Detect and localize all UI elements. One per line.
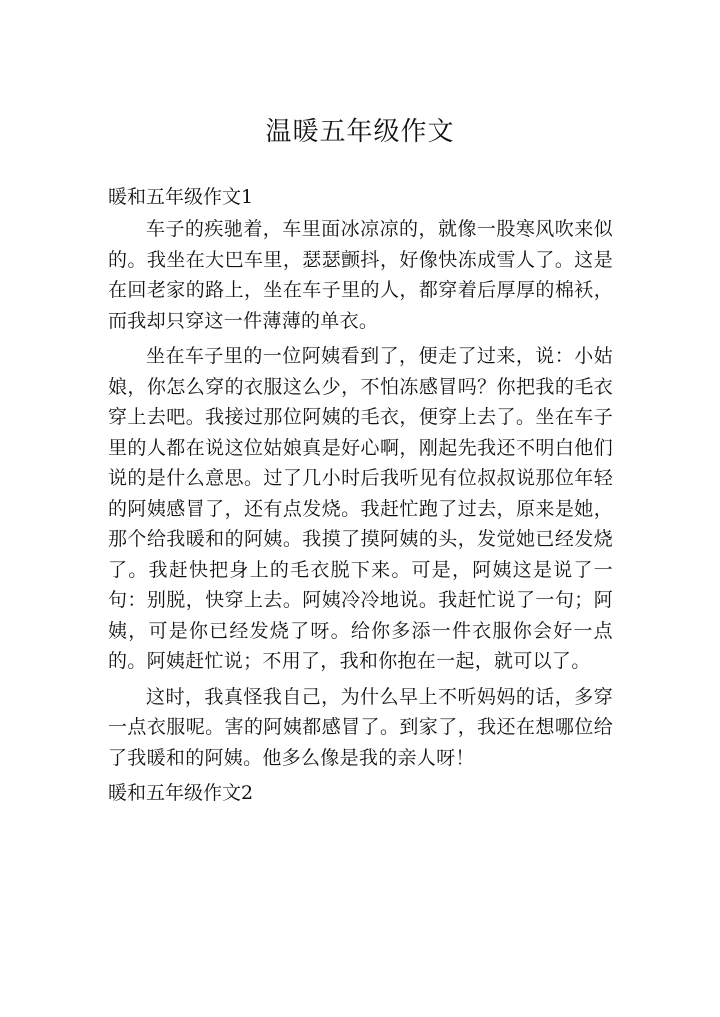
paragraph-3: 这时，我真怪我自己，为什么早上不听妈妈的话，多穿一点衣服呢。害的阿姨都感冒了。到家了，我还在想哪位给了我暖和的阿姨。他多么像是我的亲人呀！ bbox=[108, 685, 613, 769]
paragraph-2: 坐在车子里的一位阿姨看到了，便走了过来，说：小姑娘，你怎么穿的衣服这么少，不怕冻感冒吗？你把我的毛衣穿上去吧。我接过那位阿姨的毛衣，便穿上去了。坐在车子里的人都在说这位姑娘真是好心啊，刚起先我还不明白他们说的是什么意思。过了几小时后我听见有位叔叔说那位年轻的阿姨感冒了，还有点发烧。我赶忙跑了过去，原来是她，那个给我暖和的阿姨。我摸了摸阿姨的头，发觉她已经发烧了。我赶快把身上的毛衣脱下来。可是，阿姨这是说了一句：别脱，快穿上去。阿姨冷冷地说。我赶忙说了一句；阿姨，可是你已经发烧了呀。给你多添一件衣服你会好一点的。阿姨赶忙说；不用了，我和你抱在一起，就可以了。 bbox=[108, 345, 613, 672]
section-heading-2: 暖和五年级作文2 bbox=[108, 782, 254, 804]
document-title: 温暖五年级作文 bbox=[265, 117, 455, 147]
paragraph-1: 车子的疾驰着，车里面冰凉凉的，就像一股寒风吹来似的。我坐在大巴车里，瑟瑟颤抖，好像快冻成雪人了。这是在回老家的路上，坐在车子里的人，都穿着后厚厚的棉袄，而我却只穿这一件薄薄的单衣。 bbox=[108, 218, 613, 332]
section-heading-1: 暖和五年级作文1 bbox=[108, 186, 254, 208]
document-body bbox=[108, 182, 613, 810]
